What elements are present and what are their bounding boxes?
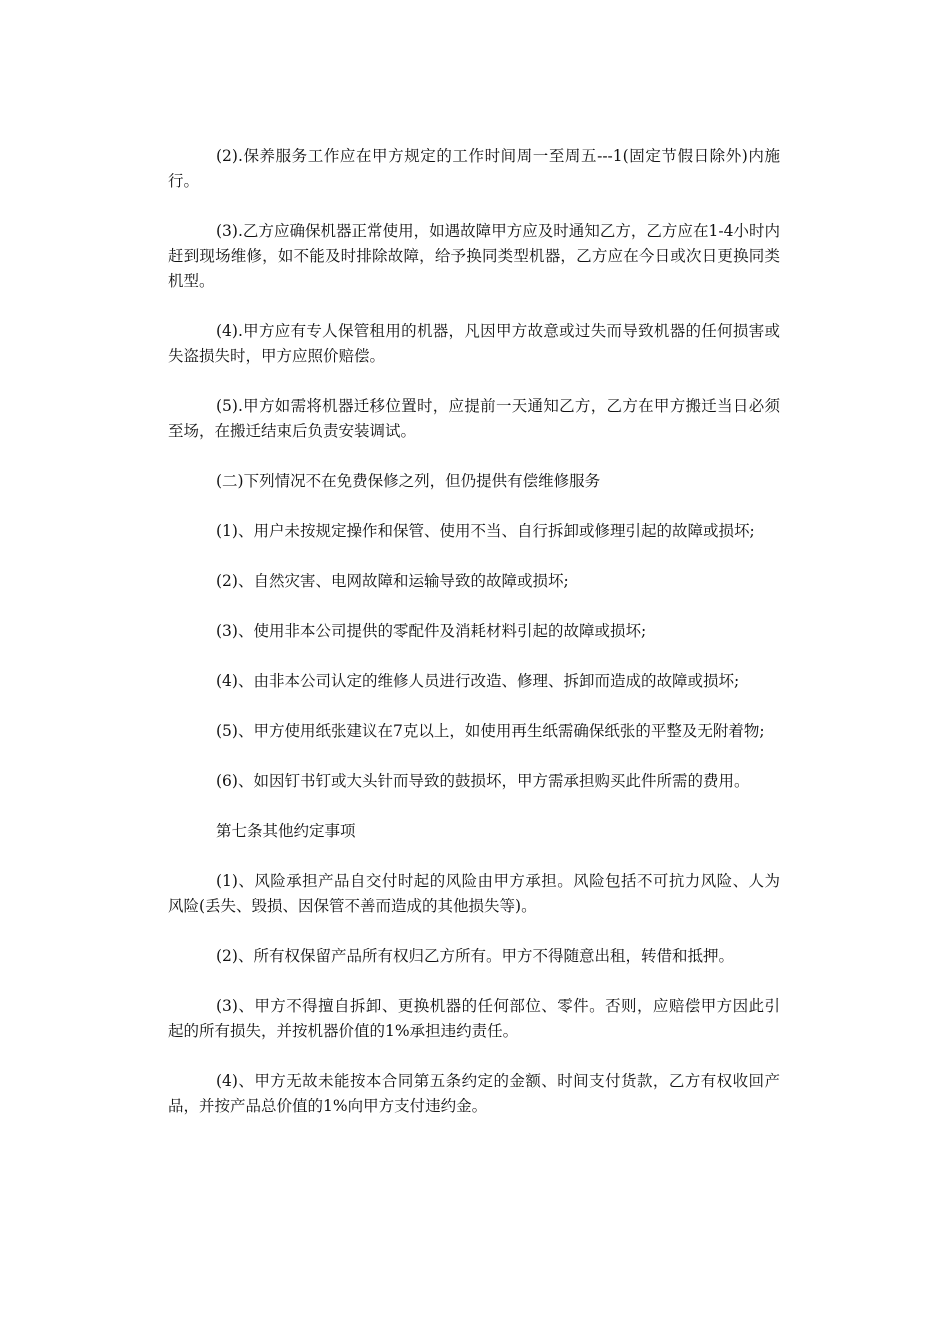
article-7-clause-2-ownership: (2)、所有权保留产品所有权归乙方所有。甲方不得随意出租，转借和抵押。 (216, 947, 734, 965)
clause-2-maintenance-hours: (2).保养服务工作应在甲方规定的工作时间周一至周五---1(固定节假日除外)内施行。 (168, 147, 780, 190)
clause-3-repair-response: (3).乙方应确保机器正常使用，如遇故障甲方应及时通知乙方，乙方应在1-4小时内赶到现场维修，如不能及时排除故障，给予换同类型机器，乙方应在今日或次日更换同类机型。 (168, 222, 780, 290)
article-7-clause-4-payment-default: (4)、甲方无故未能按本合同第五条约定的金额、时间支付货款，乙方有权收回产品，并按产品总价值的1%向甲方支付违约金。 (168, 1072, 780, 1115)
section-paid-repair-heading: (二)下列情况不在免费保修之列，但仍提供有偿维修服务 (216, 472, 601, 490)
article-7-clause-3-disassembly: (3)、甲方不得擅自拆卸、更换机器的任何部位、零件。否则，应赔偿甲方因此引起的所有损失，并按机器价值的1%承担违约责任。 (168, 997, 780, 1040)
exclusion-5-paper-requirement: (5)、甲方使用纸张建议在7克以上，如使用再生纸需确保纸张的平整及无附着物; (216, 722, 765, 740)
clause-5-relocation: (5).甲方如需将机器迁移位置时，应提前一天通知乙方，乙方在甲方搬迁当日必须至场，在搬迁结束后负责安装调试。 (168, 397, 780, 440)
exclusion-2-natural-disaster: (2)、自然灾害、电网故障和运输导致的故障或损坏; (216, 572, 569, 590)
clause-4-custody: (4).甲方应有专人保管租用的机器，凡因甲方故意或过失而导致机器的任何损害或失盗损失时，甲方应照价赔偿。 (168, 322, 780, 365)
exclusion-3-third-party-parts: (3)、使用非本公司提供的零配件及消耗材料引起的故障或损坏; (216, 622, 647, 640)
article-7-clause-1-risk: (1)、风险承担产品自交付时起的风险由甲方承担。风险包括不可抗力风险、人为风险(丢失、毁损、因保管不善而造成的其他损失等)。 (168, 872, 780, 915)
document-page (168, 144, 780, 1144)
exclusion-1-improper-use: (1)、用户未按规定操作和保管、使用不当、自行拆卸或修理引起的故障或损坏; (216, 522, 755, 540)
article-7-heading: 第七条其他约定事项 (216, 822, 356, 840)
exclusion-4-unauthorized-repair: (4)、由非本公司认定的维修人员进行改造、修理、拆卸而造成的故障或损坏; (216, 672, 740, 690)
exclusion-6-staple-damage: (6)、如因钉书钉或大头针而导致的鼓损坏，甲方需承担购买此件所需的费用。 (216, 772, 750, 790)
